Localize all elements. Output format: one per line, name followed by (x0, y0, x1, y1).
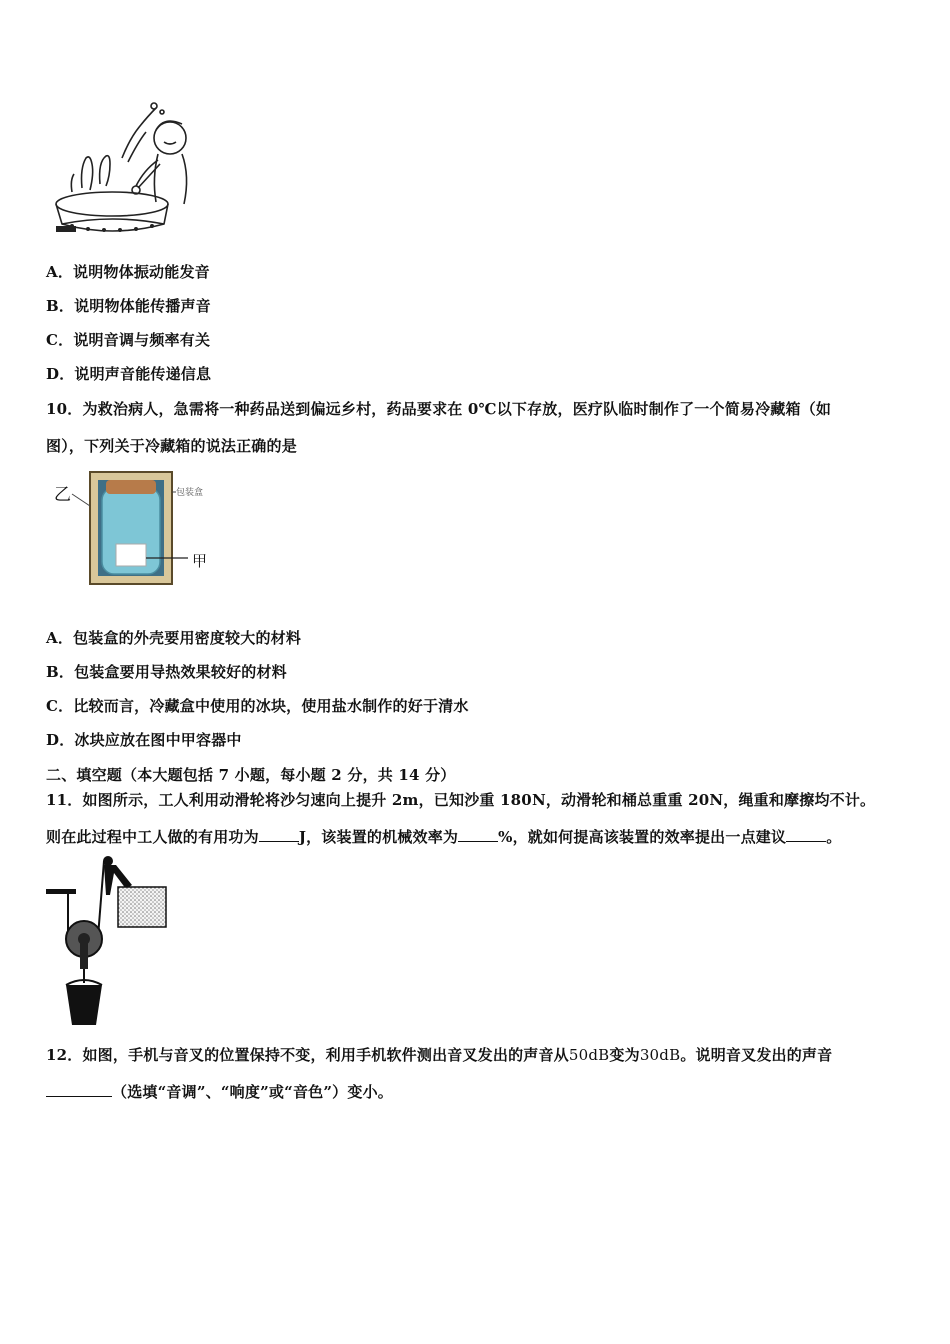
q10-option-d: D．冰块应放在图中甲容器中 (46, 731, 242, 749)
q12-text-d: （选填“音调”、“响度”或“音色”）变小。 (112, 1083, 393, 1101)
q11-blank-3[interactable] (786, 827, 826, 842)
q11-line2 (46, 826, 841, 847)
basin-figure (52, 98, 202, 236)
q10-option-c: C．比较而言，冷藏盒中使用的冰块，使用盐水制作的好于清水 (46, 697, 469, 715)
basin-drawing (52, 98, 202, 236)
q10-stem-line2: 图），下列关于冷藏箱的说法正确的是 (46, 437, 297, 455)
q11-text-a: 则在此过程中工人做的有用功为 (46, 828, 259, 846)
label-yi: 乙 (54, 485, 71, 505)
q11-line1: 11．如图所示，工人利用动滑轮将沙匀速向上提升 2m，已知沙重 180N，动滑轮和桶总重重 20N，绳重和摩擦均不计。 (46, 791, 876, 809)
q11-text-c: %，就如何提高该装置的效率提出一点建议 (498, 828, 787, 846)
q11-text-d: 。 (826, 828, 842, 846)
q9-option-c: C．说明音调与频率有关 (46, 331, 211, 349)
q12-text-a: 12．如图，手机与音叉的位置保持不变，利用手机软件测出音叉发出的声音从 (46, 1046, 569, 1064)
q12-text-c: 。说明音叉发出的声音 (680, 1046, 833, 1064)
q12-value-2: 30dB (639, 1046, 681, 1064)
section-title: 二、填空题（本大题包括 7 小题，每小题 2 分，共 14 分） (46, 766, 456, 784)
label-box: 包装盒 (176, 488, 204, 498)
q11-text-b: J，该装置的机械效率为 (298, 828, 459, 846)
q10-option-b: B．包装盒要用导热效果较好的材料 (46, 663, 287, 681)
label-jia: 甲 (192, 552, 208, 570)
q12-line2 (46, 1081, 393, 1102)
cold-box-figure (46, 466, 226, 588)
q9-option-b: B．说明物体能传播声音 (46, 297, 211, 315)
q9-option-d: D．说明声音能传递信息 (46, 365, 212, 383)
pulley-figure (46, 855, 170, 1029)
q12-blank[interactable] (46, 1082, 112, 1097)
q11-blank-1[interactable] (259, 827, 299, 842)
q12-line1 (46, 1044, 832, 1065)
q10-stem-line1: 10．为救治病人，急需将一种药品送到偏远乡村，药品要求在 0℃以下存放，医疗队临时制作了一个简易冷藏箱（如 (46, 400, 832, 418)
q12-text-b: 变为 (609, 1046, 640, 1064)
q9-option-a: A．说明物体振动能发音 (46, 263, 210, 281)
q11-blank-2[interactable] (458, 827, 498, 842)
q10-option-a: A．包装盒的外壳要用密度较大的材料 (46, 629, 302, 647)
q12-value-1: 50dB (568, 1046, 610, 1064)
pulley-drawing (46, 855, 170, 1029)
